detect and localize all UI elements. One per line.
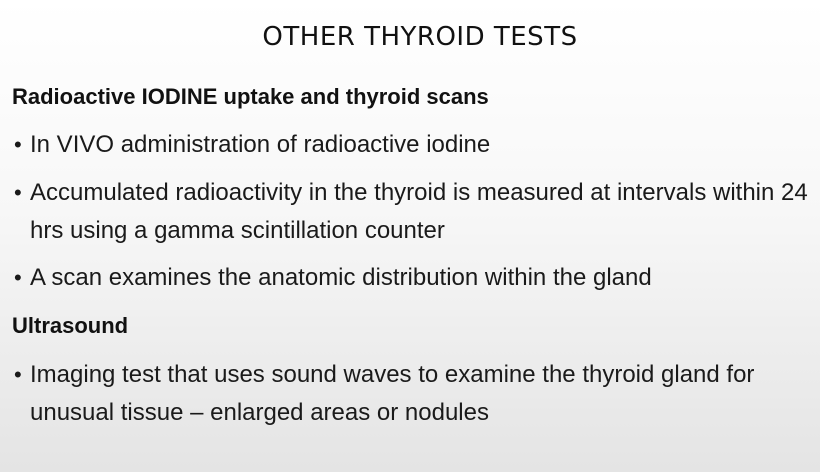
bullet-item <box>14 259 820 297</box>
bullet-item <box>14 174 820 250</box>
bullet-text: In VIVO administration of radioactive iodine <box>30 131 491 158</box>
slide-title: OTHER THYROID TESTS <box>262 22 578 52</box>
bullet-marker: • <box>14 265 22 290</box>
bullet-item <box>14 126 820 164</box>
bullet-item <box>14 356 820 432</box>
bullet-text: Imaging test that uses sound waves to examine the thyroid gland for unusual tissue – enlarged areas or nodules <box>30 361 755 426</box>
bullet-marker: • <box>14 362 22 387</box>
bullet-marker: • <box>14 132 22 157</box>
bullet-marker: • <box>14 180 22 205</box>
section-heading-ultrasound: Ultrasound <box>12 313 129 338</box>
bullet-text: Accumulated radioactivity in the thyroid is measured at intervals within 24 hrs using a gamma scintillation counter <box>30 179 808 244</box>
section-heading-radioactive-iodine: Radioactive IODINE uptake and thyroid scans <box>12 84 489 109</box>
bullet-text: A scan examines the anatomic distribution within the gland <box>30 264 652 291</box>
